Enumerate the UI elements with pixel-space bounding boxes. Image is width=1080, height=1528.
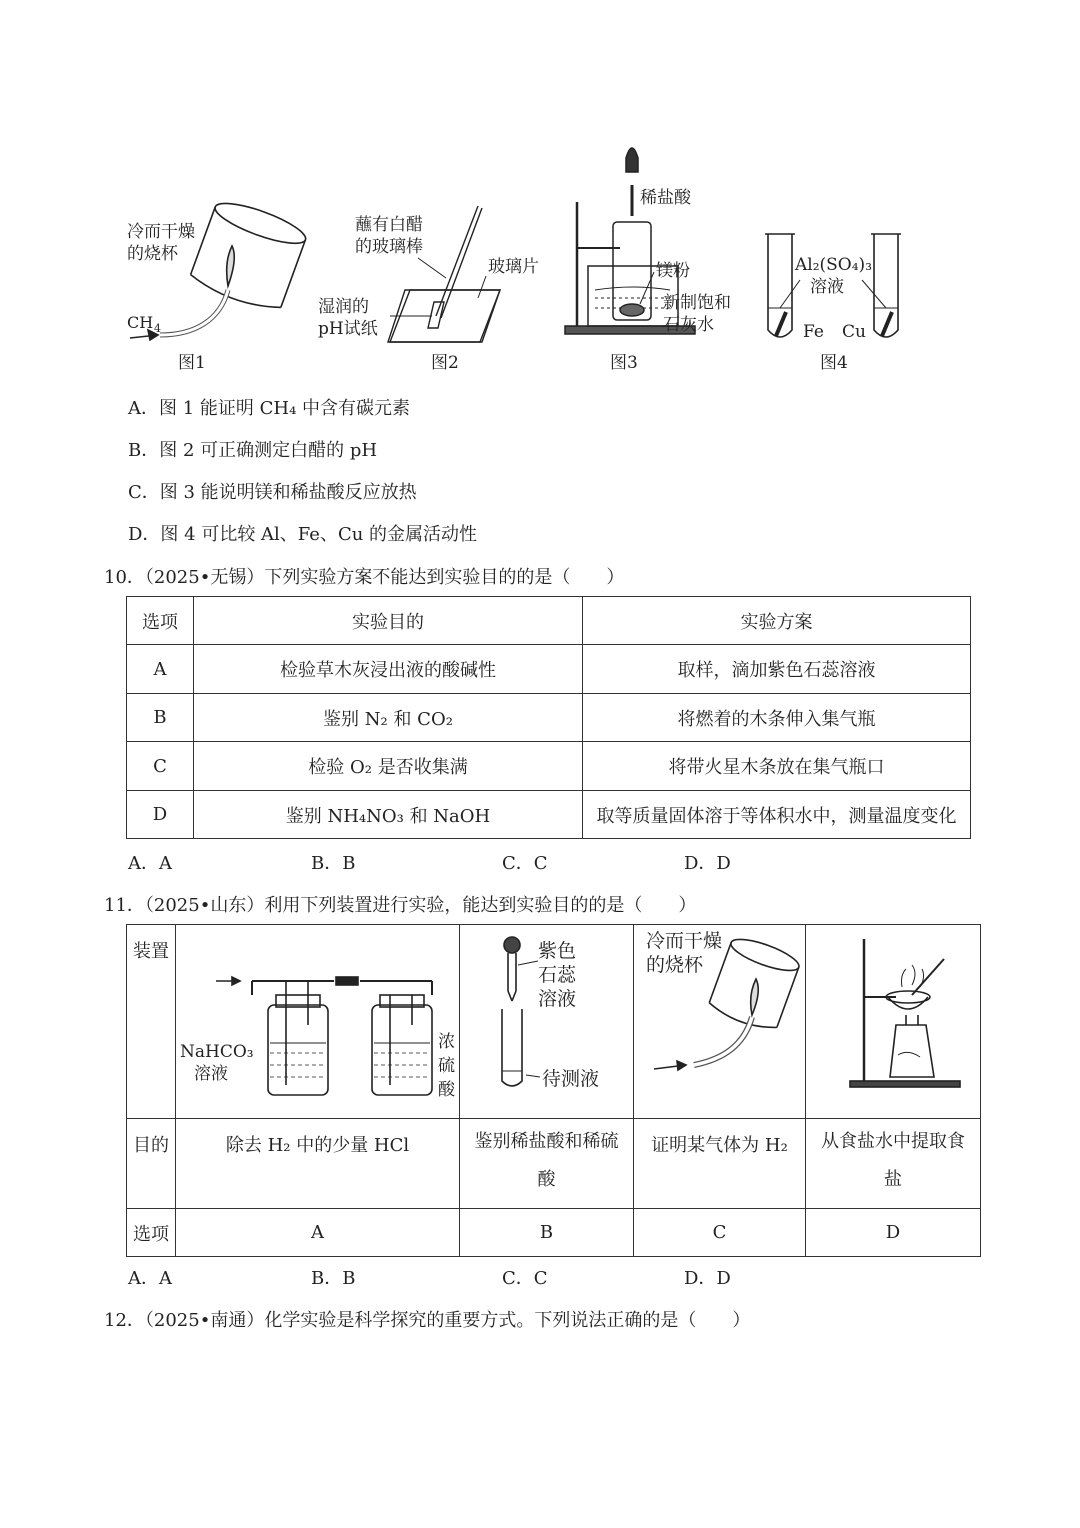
fig3-caption: 图3: [610, 353, 638, 373]
q10-header-purpose: 实验目的: [194, 597, 583, 645]
q11-device-b: [460, 925, 634, 1119]
fig4-label-fe: Fe: [803, 322, 824, 342]
q10-answer-a: A．A: [128, 853, 172, 874]
q10-answer-b: B．B: [311, 853, 356, 874]
q12-stem: 12．（2025•南通）化学实验是科学探究的重要方式。下列说法正确的是（ ）: [104, 1310, 751, 1331]
fig3-label-lime-2: 石灰水: [663, 315, 714, 335]
q11-row-label-device: 装置: [127, 925, 176, 1119]
q9-option-a: A．图 1 能证明 CH₄ 中含有碳元素: [128, 398, 411, 419]
q10-header-plan: 实验方案: [583, 597, 971, 645]
q11-device-c: [634, 925, 806, 1119]
dropper-tube-apparatus: [460, 925, 633, 1113]
fig4-label-sol-2: 溶液: [810, 277, 844, 297]
q9-option-b: B．图 2 可正确测定白醋的 pH: [128, 440, 378, 461]
q10-stem: 10．（2025•无锡）下列实验方案不能达到实验目的的是（ ）: [104, 567, 625, 588]
beaker-flame-apparatus: [634, 925, 805, 1113]
q11-device-a: [176, 925, 460, 1119]
wash-bottles-apparatus: [176, 925, 459, 1113]
q10-cell: 鉴别 N₂ 和 CO₂: [194, 694, 583, 742]
q10-cell: A: [127, 645, 194, 694]
q11-purpose-c: 证明某气体为 H₂: [634, 1119, 806, 1209]
q11-a-label-2: 溶液: [194, 1064, 228, 1084]
q10-cell: 检验草木灰浸出液的酸碱性: [194, 645, 583, 694]
q11-purpose-row: [127, 1119, 981, 1209]
q10-cell: C: [127, 742, 194, 791]
q11-purpose-b: [460, 1119, 634, 1209]
fig3-label-mg: 镁粉: [656, 261, 690, 281]
q10-cell: B: [127, 694, 194, 742]
q11-option-b: B: [460, 1209, 634, 1257]
q10-cell: 检验 O₂ 是否收集满: [194, 742, 583, 791]
apparatus-figures: [100, 130, 1000, 380]
q11-a-right-2: 硫: [438, 1056, 455, 1076]
q11-purpose-b-line-2: 酸: [537, 1169, 556, 1190]
fig2-label-rod-1: 蘸有白醋: [355, 215, 423, 235]
q11-device-row: [127, 925, 981, 1119]
figure-row: [100, 130, 1000, 380]
fig1-caption: 图1: [178, 353, 206, 373]
q10-header-row: [127, 597, 971, 645]
table-row: [127, 791, 971, 839]
q11-device-d: [806, 925, 981, 1119]
q10-answer-d: D．D: [684, 853, 731, 874]
table-row: [127, 645, 971, 694]
q11-answer-b: B．B: [311, 1268, 356, 1289]
q11-stem: 11．（2025•山东）利用下列装置进行实验，能达到实验目的的是（ ）: [104, 895, 697, 916]
q11-option-row: [127, 1209, 981, 1257]
evaporation-apparatus: [808, 925, 978, 1113]
q11-a-label-1: NaHCO₃: [180, 1042, 254, 1062]
fig1-label-gas: CH: [127, 313, 154, 332]
q11-a-right-3: 酸: [438, 1080, 455, 1100]
q11-answer-d: D．D: [684, 1268, 731, 1289]
q10-cell: 鉴别 NH₄NO₃ 和 NaOH: [194, 791, 583, 839]
q11-table: [126, 924, 981, 1257]
fig1-label-gas-sub: 4: [154, 322, 161, 335]
fig3-label-acid: 稀盐酸: [640, 188, 691, 208]
q10-table: [126, 596, 971, 839]
q11-option-c: C: [634, 1209, 806, 1257]
q11-row-label-option: 选项: [127, 1209, 176, 1257]
q11-answer-a: A．A: [128, 1268, 172, 1289]
q11-purpose-a: 除去 H₂ 中的少量 HCl: [176, 1119, 460, 1209]
fig2-caption: 图2: [431, 353, 459, 373]
q11-c-label-2: 的烧杯: [646, 954, 704, 976]
fig2-label-rod-2: 的玻璃棒: [355, 237, 423, 257]
q11-answer-c: C．C: [502, 1268, 548, 1289]
q11-b-label-3: 溶液: [538, 988, 577, 1010]
fig2-label-paper-1: 湿润的: [318, 297, 369, 317]
q11-option-a: A: [176, 1209, 460, 1257]
q10-answer-c: C．C: [502, 853, 548, 874]
fig4-caption: 图4: [820, 353, 848, 373]
q10-cell: 将带火星木条放在集气瓶口: [583, 742, 971, 791]
q11-a-right-1: 浓: [438, 1032, 455, 1052]
q10-cell: 取样，滴加紫色石蕊溶液: [583, 645, 971, 694]
table-row: [127, 742, 971, 791]
q11-purpose-b-line-1: 鉴别稀盐酸和稀硫: [474, 1131, 619, 1152]
q10-header-option: 选项: [127, 597, 194, 645]
q11-row-label-purpose: 目的: [127, 1119, 176, 1209]
fig1-label-beaker-2: 的烧杯: [127, 244, 178, 264]
fig1-drawing: [130, 196, 310, 340]
fig2-label-plate: 玻璃片: [488, 257, 539, 277]
fig4-label-cu: Cu: [842, 322, 866, 342]
fig1-label-beaker-1: 冷而干燥: [127, 222, 195, 242]
fig2-label-paper-2: pH试纸: [318, 319, 378, 339]
q11-purpose-d: [806, 1119, 981, 1209]
q11-purpose-d-line-2: 盐: [884, 1169, 902, 1190]
fig3-label-lime-1: 新制饱和: [663, 293, 731, 313]
q11-option-d: D: [806, 1209, 981, 1257]
table-row: [127, 694, 971, 742]
q11-b-label-2: 石蕊: [538, 964, 577, 986]
q11-b-label-1: 紫色: [538, 940, 577, 962]
q11-b-label-4: 待测液: [542, 1068, 600, 1090]
q11-c-label-1: 冷而干燥: [646, 930, 723, 952]
q10-cell: D: [127, 791, 194, 839]
q11-purpose-d-line-1: 从食盐水中提取食: [821, 1131, 965, 1152]
q9-option-d: D．图 4 可比较 Al、Fe、Cu 的金属活动性: [128, 524, 478, 545]
fig4-label-sol-1: Al₂(SO₄)₃: [795, 255, 873, 275]
q10-cell: 将燃着的木条伸入集气瓶: [583, 694, 971, 742]
q9-option-c: C．图 3 能说明镁和稀盐酸反应放热: [128, 482, 417, 503]
q10-cell: 取等质量固体溶于等体积水中，测量温度变化: [583, 791, 971, 839]
